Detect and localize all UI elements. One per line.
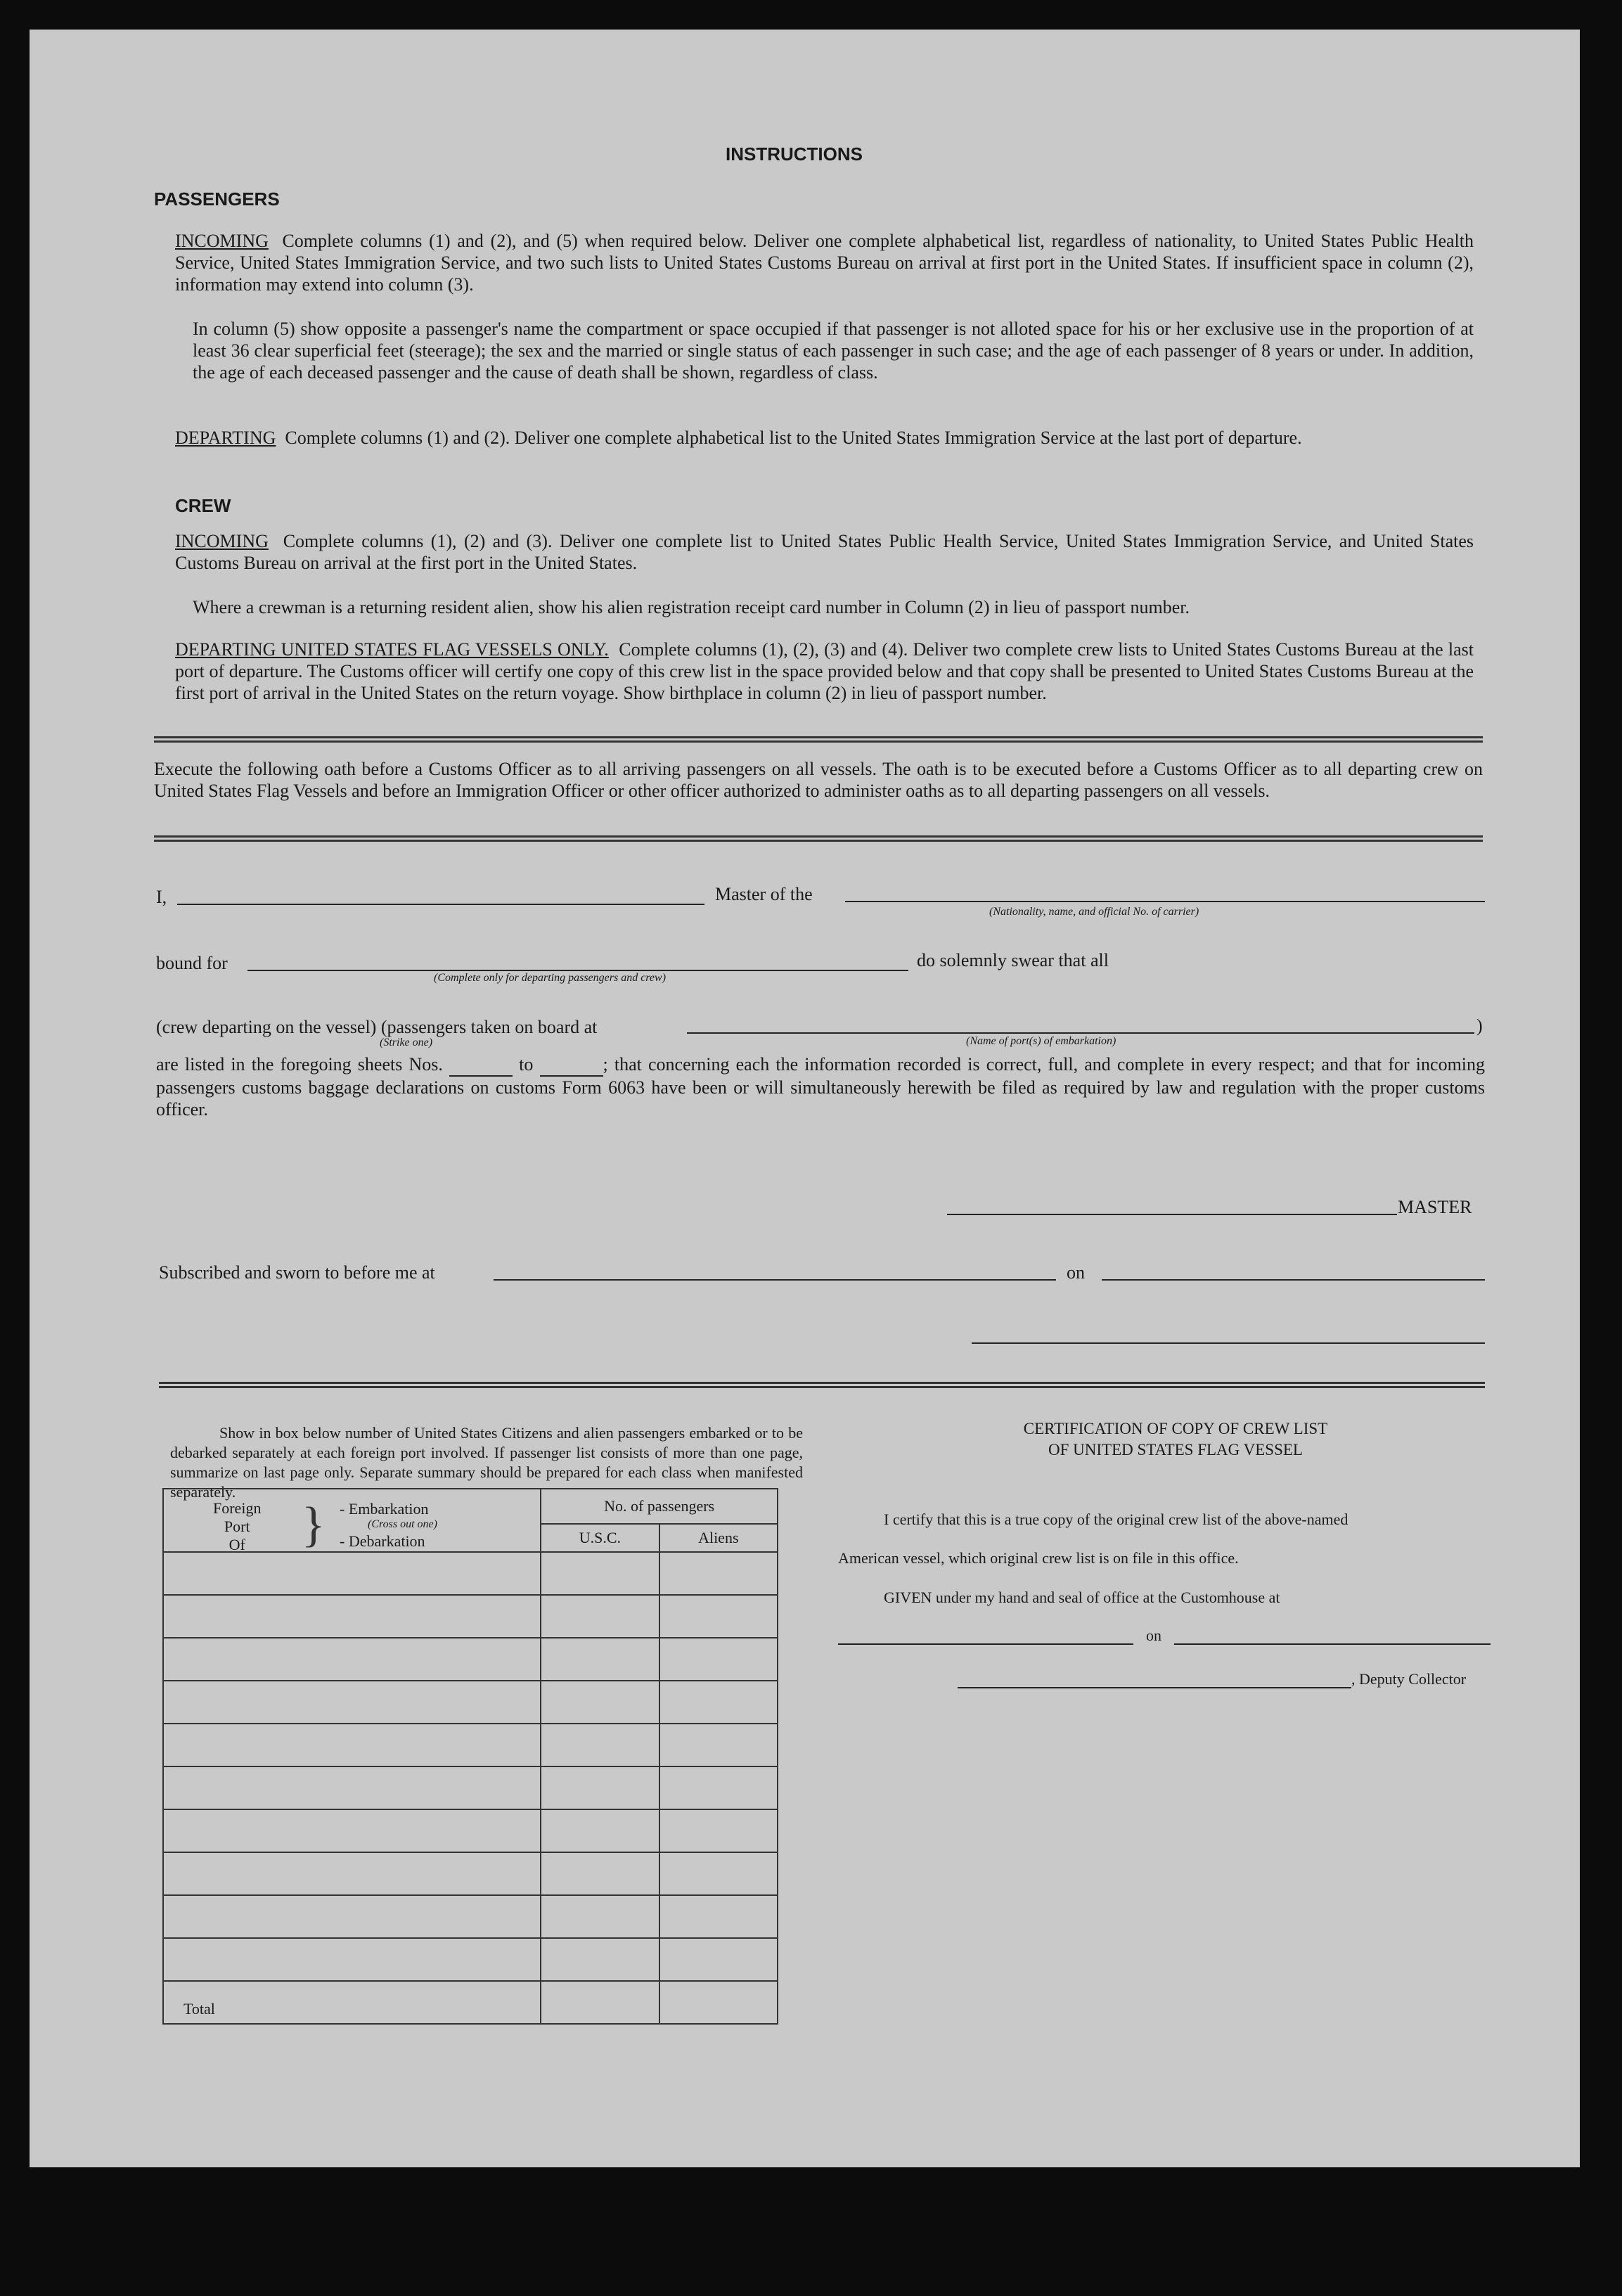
table-row [163, 1595, 778, 1638]
divider-double [159, 1382, 1485, 1388]
aliens-cell[interactable] [659, 1938, 778, 1981]
sheet-from-field[interactable] [449, 1053, 513, 1077]
aliens-header: Aliens [659, 1524, 778, 1552]
certification-date-field[interactable] [1174, 1643, 1491, 1645]
port-cell[interactable] [163, 1681, 541, 1724]
passengers-incoming-paragraph [175, 230, 1474, 295]
crew-passengers-label: (crew departing on the vessel) (passengers taken on board at [156, 1017, 598, 1037]
aliens-total-cell[interactable] [659, 1981, 778, 2024]
aliens-cell[interactable] [659, 1681, 778, 1724]
aliens-cell[interactable] [659, 1852, 778, 1895]
foreign-port-header [163, 1489, 541, 1552]
crew-incoming-paragraph [175, 530, 1474, 574]
cross-out-hint: (Cross out one) [368, 1518, 437, 1530]
usc-total-cell[interactable] [541, 1981, 659, 2024]
aliens-cell[interactable] [659, 1552, 778, 1595]
brace-glyph: } [302, 1498, 326, 1552]
certify-text-line1: I certify that this is a true copy of the original crew list of the above-named [884, 1511, 1349, 1528]
sworn-on-label: on [1067, 1262, 1085, 1283]
passengers-column5-paragraph: In column (5) show opposite a passenger's name the compartment or space occupied if that passenger is not alloted space for his or her exclusive use in the proportion of at least 36 clear superficial feet (steerage); the sex and the married or single status of each passenger in such case; and the age of each passenger of 8 years or under. In addition, the age of each deceased passenger and the cause of death shall be shown, regardless of class. [193, 319, 1474, 383]
divider-double [154, 835, 1483, 842]
subscribed-label: Subscribed and sworn to before me at [159, 1262, 435, 1283]
aliens-cell[interactable] [659, 1766, 778, 1809]
deputy-collector-signature-field[interactable] [958, 1687, 1351, 1688]
crew-departing-paragraph [175, 639, 1474, 704]
crew-incoming-label: INCOMING [175, 531, 269, 551]
sworn-place-field[interactable] [494, 1279, 1056, 1281]
port-cell[interactable] [163, 1938, 541, 1981]
closing-paren: ) [1476, 1015, 1483, 1036]
debarkation-option: - Debarkation [340, 1532, 425, 1550]
table-row [163, 1766, 778, 1809]
table-row [163, 1895, 778, 1938]
aliens-cell[interactable] [659, 1595, 778, 1638]
usc-cell[interactable] [541, 1552, 659, 1595]
crew-resident-alien-paragraph: Where a crewman is a returning resident alien, show his alien registration receipt card number in Column (2) in lieu of passport number. [193, 597, 1190, 617]
oath-i-label: I, [156, 887, 167, 907]
passengers-departing-label: DEPARTING [175, 428, 276, 448]
total-label: Total [163, 1981, 541, 2024]
section-heading-crew: CREW [175, 495, 231, 516]
usc-header: U.S.C. [541, 1524, 659, 1552]
carrier-field[interactable] [845, 901, 1485, 902]
certification-title: CERTIFICATION OF COPY OF CREW LIST OF UNITED STATES FLAG VESSEL [1023, 1420, 1328, 1458]
passenger-summary-table [162, 1488, 778, 2025]
oath-instructions: Execute the following oath before a Customs Officer as to all arriving passengers on all vessels. The oath is to be executed before a Customs Officer as to all departing crew on United States Flag Vessels and before an Immigration Officer or other officer authorized to administer oaths as to all departing passengers on all vessels. [154, 759, 1483, 801]
table-row-total [163, 1981, 778, 2024]
certification-on-label: on [1146, 1627, 1161, 1644]
master-of-the-label: Master of the [715, 884, 813, 904]
sheet-to-field[interactable] [540, 1053, 603, 1077]
sheets-statement: are listed in the foregoing sheets Nos. to ; that concerning each the information recorded is correct, full, and complete in every respect; and that for incoming passengers customs baggage declarations on customs Form 6063 have been or will simultaneously herewith be filed as required by law and regulation with the proper customs officer. [156, 1054, 1486, 1120]
master-signature-label: MASTER [1398, 1197, 1472, 1217]
usc-cell[interactable] [541, 1938, 659, 1981]
usc-cell[interactable] [541, 1809, 659, 1852]
table-row [163, 1681, 778, 1724]
aliens-cell[interactable] [659, 1638, 778, 1681]
usc-cell[interactable] [541, 1852, 659, 1895]
foreign-port-label: Foreign Port Of [213, 1499, 262, 1553]
table-row [163, 1852, 778, 1895]
certify-text-line3: GIVEN under my hand and seal of office at the Customhouse at [884, 1589, 1280, 1606]
no-of-passengers-header: No. of passengers [541, 1489, 778, 1524]
table-row [163, 1938, 778, 1981]
passengers-incoming-text: Complete columns (1) and (2), and (5) when required below. Deliver one complete alphabetical list, regardless of nationality, to United States Public Health Service, United States Immigration Service, and two such lists to United States Customs Bureau on arrival at first port in the United States. If insufficient space in column (2), information may extend into column (3). [175, 231, 1474, 295]
port-cell[interactable] [163, 1638, 541, 1681]
carrier-field-hint: (Nationality, name, and official No. of carrier) [989, 906, 1199, 918]
usc-cell[interactable] [541, 1595, 659, 1638]
aliens-cell[interactable] [659, 1809, 778, 1852]
embarkation-port-hint: (Name of port(s) of embarkation) [966, 1035, 1116, 1047]
certify-text-line2: American vessel, which original crew list is on file in this office. [838, 1549, 1239, 1567]
bound-for-field[interactable] [247, 970, 908, 971]
port-cell[interactable] [163, 1724, 541, 1766]
port-cell[interactable] [163, 1552, 541, 1595]
master-name-field[interactable] [177, 904, 704, 905]
master-signature-field[interactable] [947, 1214, 1397, 1215]
form-sheet [30, 30, 1580, 2167]
aliens-cell[interactable] [659, 1724, 778, 1766]
bound-for-hint: (Complete only for departing passengers and crew) [434, 972, 667, 984]
crew-incoming-text: Complete columns (1), (2) and (3). Deliver one complete list to United States Public Health Service, United States Immigration Service, and United States Customs Bureau on arrival at the first port in the United States. [175, 531, 1474, 573]
usc-cell[interactable] [541, 1638, 659, 1681]
deputy-collector-label: , Deputy Collector [1351, 1670, 1467, 1688]
embarkation-port-field[interactable] [687, 1032, 1474, 1034]
port-cell[interactable] [163, 1766, 541, 1809]
passengers-incoming-label: INCOMING [175, 231, 269, 251]
sworn-date-field[interactable] [1102, 1279, 1485, 1281]
aliens-cell[interactable] [659, 1895, 778, 1938]
customhouse-place-field[interactable] [838, 1643, 1133, 1645]
table-row [163, 1638, 778, 1681]
divider-double [154, 736, 1483, 743]
port-cell[interactable] [163, 1895, 541, 1938]
embarkation-option: - Embarkation [340, 1500, 429, 1518]
crew-departing-label: DEPARTING UNITED STATES FLAG VESSELS ONLY. [175, 639, 609, 660]
strike-one-hint: (Strike one) [380, 1037, 433, 1048]
port-cell[interactable] [163, 1809, 541, 1852]
passengers-departing-paragraph [175, 427, 1474, 449]
bound-for-label: bound for [156, 953, 228, 973]
port-cell[interactable] [163, 1852, 541, 1895]
port-cell[interactable] [163, 1595, 541, 1638]
table-row [163, 1724, 778, 1766]
section-heading-passengers: PASSENGERS [154, 188, 280, 210]
passengers-departing-text: Complete columns (1) and (2). Deliver one complete alphabetical list to the United States Immigration Service at the last port of departure. [285, 428, 1302, 448]
usc-cell[interactable] [541, 1724, 659, 1766]
table-row [163, 1552, 778, 1595]
usc-cell[interactable] [541, 1681, 659, 1724]
crew-departing-text: Complete columns (1), (2), (3) and (4). Deliver two complete crew lists to United States Customs Bureau at the last port of departure. The Customs officer will certify one copy of this crew list in the space provided below and that copy shall be presented to United States Customs Bureau at the first port of arrival in the United States on the return voyage. Show birthplace in column (2) in lieu of passport number. [175, 639, 1474, 703]
solemnly-swear-label: do solemnly swear that all [917, 950, 1109, 970]
officer-signature-field[interactable] [972, 1342, 1485, 1344]
page-title: INSTRUCTIONS [726, 143, 863, 165]
table-row [163, 1809, 778, 1852]
usc-cell[interactable] [541, 1895, 659, 1938]
usc-cell[interactable] [541, 1766, 659, 1809]
summary-instructions: Show in box below number of United States Citizens and alien passengers embarked or to be debarked separately at each foreign port involved. If passenger list consists of more than one page, summarize on last page only. Separate summary should be prepared for each class when manifested separately. [170, 1424, 803, 1501]
